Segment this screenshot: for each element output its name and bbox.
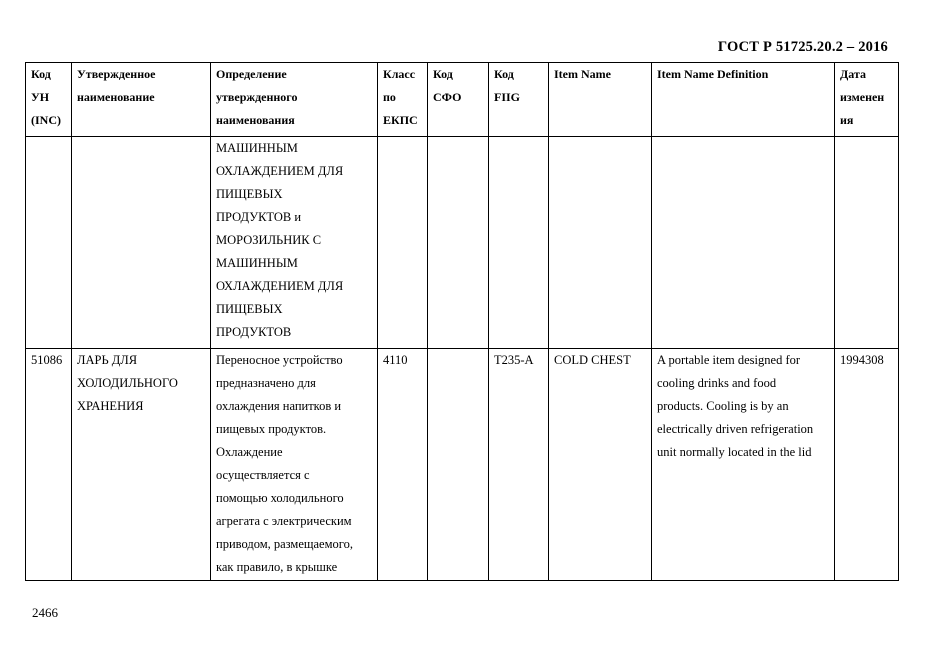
table-row — [26, 137, 899, 349]
cell-approved-name: ЛАРЬ ДЛЯ ХОЛОДИЛЬНОГО ХРАНЕНИЯ — [72, 349, 211, 581]
items-table — [25, 62, 899, 581]
cell-fiig — [489, 137, 549, 349]
cell-class — [378, 137, 428, 349]
cell-inc — [26, 137, 72, 349]
header-row — [26, 63, 899, 137]
cell-definition: Переносное устройство предназначено для охлаждения напитков и пищевых продуктов. Охлаждение осуществляется с помощью холодильного агрегата с электрическим приводом, размещаемого, как правило, в крышке — [211, 349, 378, 581]
cell-fiig: T235-A — [489, 349, 549, 581]
cell-class: 4110 — [378, 349, 428, 581]
col-header-fiig: Код FIIG — [489, 63, 549, 137]
cell-sfo — [428, 137, 489, 349]
cell-item-def: A portable item designed for cooling drinks and food products. Cooling is by an electrically driven refrigeration unit normally located in the lid — [652, 349, 835, 581]
cell-date — [835, 137, 899, 349]
cell-date: 1994308 — [835, 349, 899, 581]
col-header-definition: Определение утвержденного наименования — [211, 63, 378, 137]
col-header-inc: Код УН (INC) — [26, 63, 72, 137]
col-header-sfo: Код СФО — [428, 63, 489, 137]
col-header-item-name: Item Name — [549, 63, 652, 137]
col-header-date: Дата изменен ия — [835, 63, 899, 137]
col-header-class: Класс по ЕКПС — [378, 63, 428, 137]
col-header-item-name-definition: Item Name Definition — [652, 63, 835, 137]
cell-approved-name — [72, 137, 211, 349]
cell-sfo — [428, 349, 489, 581]
cell-item-name — [549, 137, 652, 349]
cell-inc: 51086 — [26, 349, 72, 581]
standard-header: ГОСТ Р 51725.20.2 – 2016 — [717, 39, 888, 55]
cell-definition: МАШИННЫМ ОХЛАЖДЕНИЕМ ДЛЯ ПИЩЕВЫХ ПРОДУКТОВ и МОРОЗИЛЬНИК С МАШИННЫМ ОХЛАЖДЕНИЕМ ДЛЯ ПИЩЕВЫХ ПРОДУКТОВ — [211, 137, 378, 349]
cell-item-name: COLD CHEST — [549, 349, 652, 581]
cell-item-def — [652, 137, 835, 349]
col-header-approved-name: Утвержденное наименование — [72, 63, 211, 137]
page-number: 2466 — [32, 605, 58, 620]
table-row — [26, 349, 899, 581]
